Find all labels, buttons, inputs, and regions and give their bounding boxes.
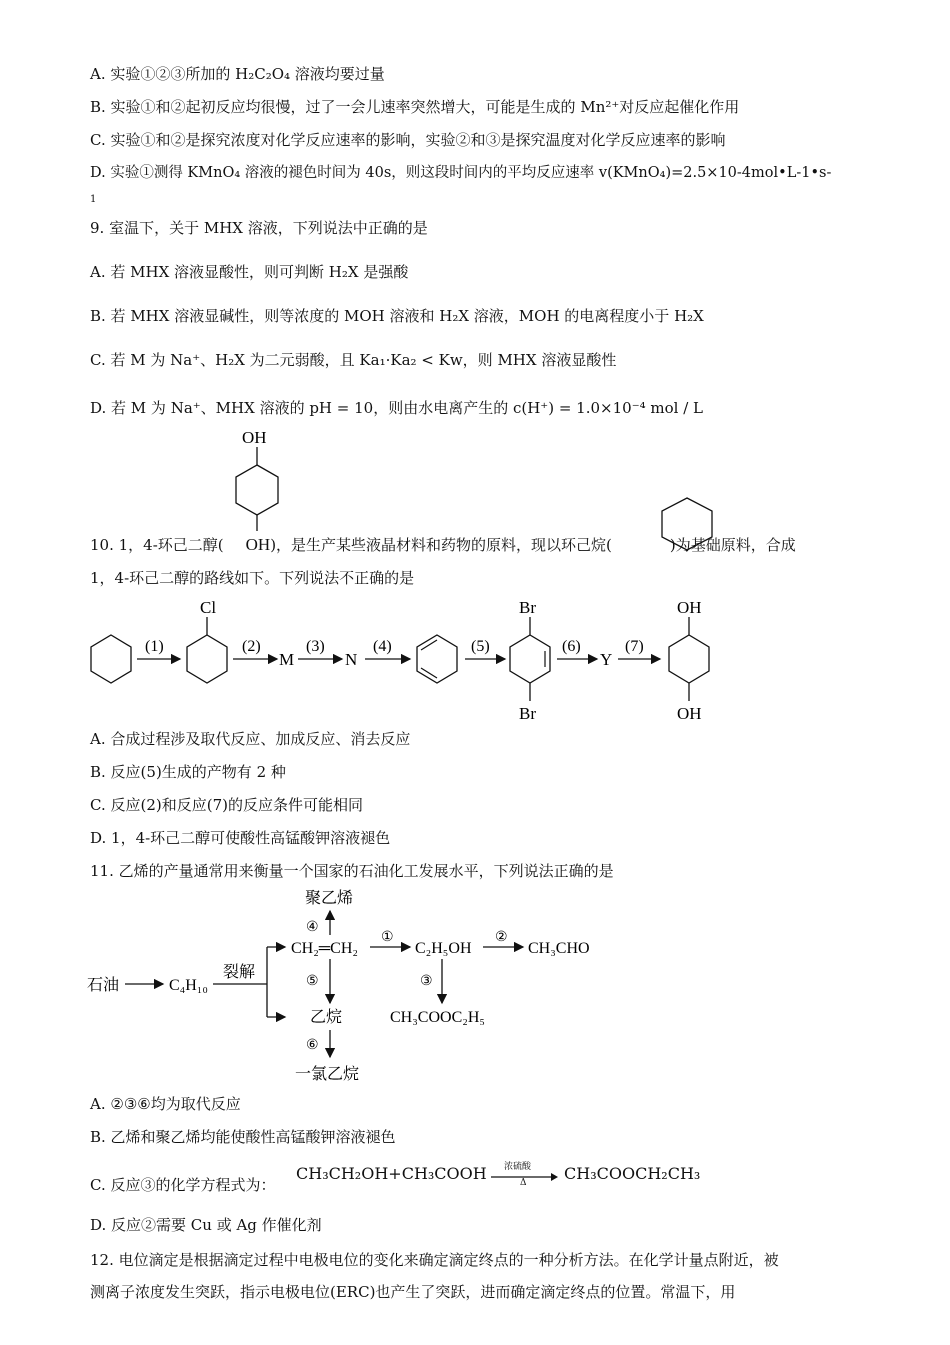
q8-option-d-cont: 1 [90,194,97,205]
q11-option-d: D. 反应②需要 Cu 或 Ag 作催化剂 [90,1216,322,1234]
butane-label: C₄H₁₀ [169,977,208,994]
intermediate-y: Y [600,650,613,669]
q9-option-b: B. 若 MHX 溶液显碱性，则等浓度的 MOH 溶液和 H₂X 溶液，MOH 的电离程度小于 H₂X [90,307,704,325]
q10-stem-part3: )为基础原料，合成 [669,536,796,554]
step-2-label: (2) [242,638,261,655]
step-1-label: ① [381,930,394,945]
petroleum-label: 石油 [87,977,120,994]
q11-option-c-equation [296,1162,716,1192]
q12-line1: 12. 电位滴定是根据滴定过程中电极电位的变化来确定滴定终点的一种分析方法。在化学计量点附近，被 [90,1251,779,1269]
q10-option-b: B. 反应(5)生成的产物有 2 种 [90,763,286,781]
q12-line2: 测离子浓度发生突跃，指示电极电位(ERC)也产生了突跃，进而确定滴定终点的位置。常温下，用 [90,1283,736,1301]
step-3-label: ③ [420,974,433,989]
step-4-label: ④ [306,920,319,935]
step-1-label: (1) [145,638,164,655]
q10-stem-line2: 1，4-环己二醇的路线如下。下列说法不正确的是 [90,569,415,587]
q10-option-a: A. 合成过程涉及取代反应、加成反应、消去反应 [90,730,411,748]
intermediate-m: M [279,650,295,669]
step-5-label: ⑤ [306,974,319,989]
ethane-label: 乙烷 [310,1009,343,1026]
cyclohexane-structure [656,495,718,553]
ethene-label: CH₂═CH₂ [291,940,358,957]
q10-stem-part1: 10. 1，4-环己二醇( [90,536,224,554]
q10-option-c: C. 反应(2)和反应(7)的反应条件可能相同 [90,796,363,814]
acetaldehyde-label: CH₃CHO [528,940,590,957]
br-bottom-label: Br [519,704,536,723]
q8-option-d: D. 实验①测得 KMnO₄ 溶液的褪色时间为 40s，则这段时间内的平均反应速率 v(KMnO₄)=2.5×10-4mol•L-1•s- [90,165,832,181]
step-6-label: ⑥ [306,1038,319,1053]
product-oh-bottom: OH [677,704,702,723]
q10-option-d: D. 1，4-环己二醇可使酸性高锰酸钾溶液褪色 [90,829,391,847]
step-5-label: (5) [471,638,490,655]
q11-ethylene-scheme [85,885,625,1090]
cl-label: Cl [200,598,217,617]
ethanol-label: C₂H₅OH [415,940,472,957]
cracking-label: 裂解 [223,964,256,981]
step-6-label: (6) [562,638,581,655]
equation-catalyst: 浓硫酸 [504,1162,532,1172]
intermediate-n: N [345,650,358,669]
step-3-label: (3) [306,638,325,655]
step-4-label: (4) [373,638,392,655]
q8-option-b: B. 实验①和②起初反应均很慢，过了一会儿速率突然增大，可能是生成的 Mn²⁺对反应起催化作用 [90,98,740,116]
q9-option-c: C. 若 M 为 Na⁺、H₂X 为二元弱酸，且 Ka₁·Ka₂ < Kw，则 MHX 溶液显酸性 [90,351,617,369]
q8-option-a: A. 实验①②③所加的 H₂C₂O₄ 溶液均要过量 [90,65,385,83]
q11-option-c-label: C. 反应③的化学方程式为： [90,1176,276,1194]
product-oh-top: OH [677,598,702,617]
q11-stem: 11. 乙烯的产量通常用来衡量一个国家的石油化工发展水平，下列说法正确的是 [90,862,614,880]
q9-option-a: A. 若 MHX 溶液显酸性，则可判断 H₂X 是强酸 [90,263,409,281]
equation-heat: Δ [520,1178,527,1188]
oh-bottom-label: OH [245,535,271,554]
q10-synthesis-scheme [85,595,725,725]
polyethene-label: 聚乙烯 [305,890,354,907]
oh-top-label: OH [242,428,267,447]
step-2-label: ② [495,930,508,945]
q9-option-d: D. 若 M 为 Na⁺、MHX 溶液的 pH = 10，则由水电离产生的 c(H⁺) = 1.0×10⁻⁴ mol / L [90,399,703,417]
ethyl-acetate-label: CH₃COOC₂H₅ [390,1009,485,1026]
step-7-label: (7) [625,638,644,655]
q8-option-c: C. 实验①和②是探究浓度对化学反应速率的影响，实验②和③是探究温度对化学反应速率的影响 [90,131,726,149]
equation-product: CH₃COOCH₂CH₃ [564,1164,701,1183]
q9-stem: 9. 室温下，关于 MHX 溶液，下列说法中正确的是 [90,219,428,237]
br-top-label: Br [519,598,536,617]
q11-option-b: B. 乙烯和聚乙烯均能使酸性高锰酸钾溶液褪色 [90,1128,396,1146]
q10-stem-part2: )，是生产某些液晶材料和药物的原料，现以环己烷( [270,536,612,554]
equation-reactants: CH₃CH₂OH+CH₃COOH [296,1164,487,1183]
q11-option-a: A. ②③⑥均为取代反应 [90,1095,241,1113]
chloroethane-label: 一氯乙烷 [295,1066,360,1083]
